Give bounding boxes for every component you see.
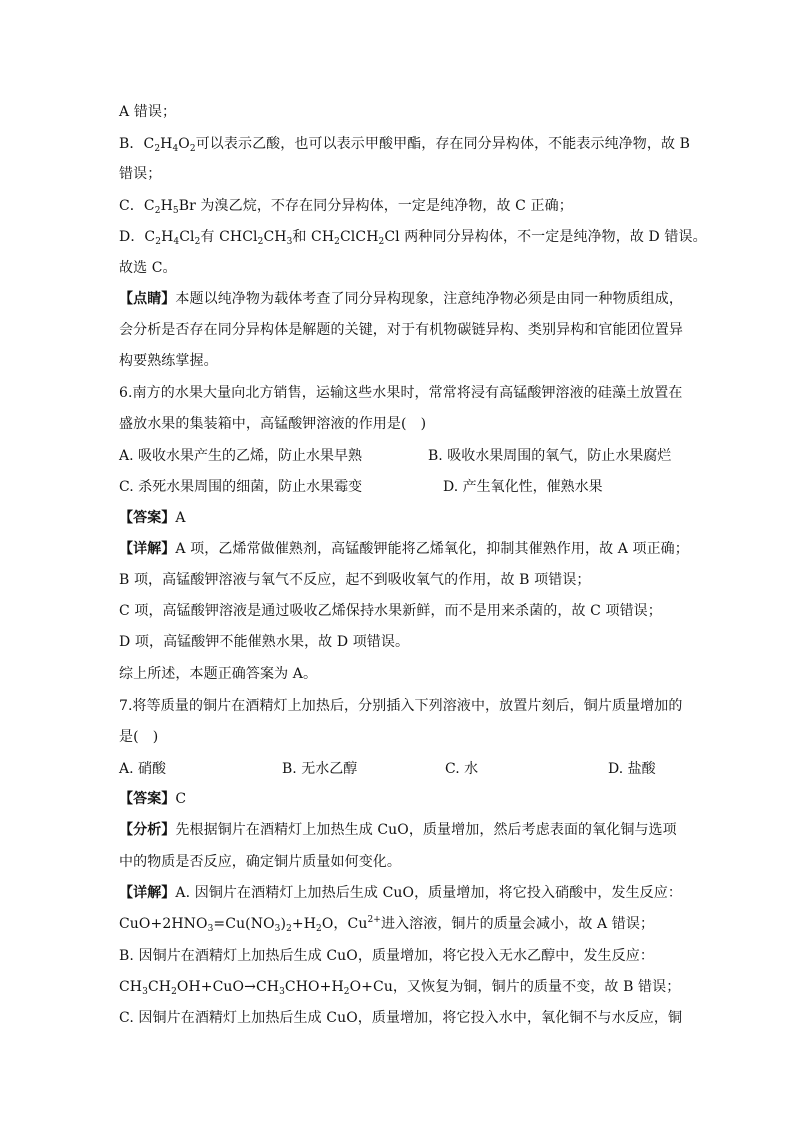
text-line: [119, 1008, 682, 1028]
text: O+Cu，又恢复为铜，铜片的质量不变，故 B 错误；: [349, 979, 681, 995]
text: C: [175, 791, 187, 807]
text: 本题以纯净物为载体考查了同分异构现象，注意纯净物必须是由同一种物质组成，: [175, 291, 684, 307]
text: C．C: [119, 198, 155, 214]
text: 有 CHCl: [200, 229, 258, 245]
text: 先根据铜片在酒精灯上加热生成 CuO，质量增加，然后考虑表面的氧化铜与选项: [175, 822, 677, 838]
text: 进入溶液，铜片的质量会减小，故 A 错误；: [380, 916, 655, 932]
subscript: 2: [378, 237, 385, 247]
subscript: 2: [155, 237, 162, 247]
text: CH: [147, 979, 172, 995]
text-line: [119, 134, 690, 154]
text: CHO+H: [284, 979, 344, 995]
text: B. 无水乙醇: [282, 761, 358, 777]
text: A: [175, 510, 186, 526]
text: CuO+2HNO: [119, 916, 208, 932]
text: =Cu(NO: [213, 916, 275, 932]
subscript: 2: [171, 987, 177, 997]
question-line: [119, 696, 682, 716]
option-b: [282, 759, 357, 779]
subscript: 3: [286, 237, 293, 247]
text-line: [119, 320, 683, 340]
text: 是( ): [119, 729, 159, 745]
text: ClCH: [340, 229, 379, 245]
subscript: 2: [154, 144, 161, 154]
text: 中的物质是否反应，确定铜片质量如何变化。: [119, 854, 401, 870]
text: B. 因铜片在酒精灯上加热后生成 CuO，质量增加，将它投入无水乙醇中，发生反应：: [119, 948, 654, 964]
section-tag: 【点睛】: [119, 291, 176, 307]
question-line: [119, 727, 158, 747]
option-d: [608, 759, 656, 779]
subscript: 2: [316, 924, 322, 934]
text-line: [119, 102, 176, 122]
subscript: 2: [189, 144, 196, 154]
section-tag: 【详解】: [119, 885, 176, 901]
text: 构要熟练掌握。: [119, 353, 218, 369]
text-line: [119, 632, 409, 652]
text-line: [119, 820, 677, 840]
text: C. 因铜片在酒精灯上加热后生成 CuO，质量增加，将它投入水中，氧化铜不与水反应，铜: [119, 1010, 683, 1026]
text-line: [119, 570, 591, 590]
question-line: [119, 383, 682, 403]
text: H: [160, 136, 173, 152]
text: 错误；: [119, 166, 162, 182]
subscript: 3: [274, 924, 281, 934]
text: 会分析是否存在同分异构体是解题的关键，对于有机物碳链异构、类别异构和官能团位置异: [119, 322, 683, 338]
text-line: [119, 539, 689, 559]
text: B. 吸收水果周围的氧气，防止水果腐烂: [428, 448, 672, 464]
text: +H: [291, 916, 317, 932]
text: ): [280, 916, 287, 932]
text-line: [119, 883, 682, 903]
text: D 项，高锰酸钾不能催熟水果，故 D 项错误。: [119, 634, 410, 650]
text: H: [161, 229, 174, 245]
subscript: 3: [207, 924, 214, 934]
text-line: [119, 258, 177, 278]
equation-line: [119, 914, 654, 934]
text: 盛放水果的集装箱中，高锰酸钾溶液的作用是( ): [119, 416, 427, 432]
text: 综上所述，本题正确答案为 A。: [119, 666, 318, 682]
text: A. 吸收水果产生的乙烯，防止水果早熟: [119, 448, 363, 464]
text: D. 盐酸: [608, 761, 656, 777]
text: A 错误；: [119, 104, 177, 120]
text-line: [119, 196, 573, 216]
subscript: 3: [142, 987, 148, 997]
subscript: 4: [173, 237, 180, 247]
text: Cl 两种同分异构体，不一定是纯净物，故 D 错误。: [384, 229, 707, 245]
text-line: [119, 351, 218, 371]
subscript: 5: [172, 206, 179, 216]
text: D．C: [119, 229, 156, 245]
text: 7.将等质量的铜片在酒精灯上加热后，分别插入下列溶液中，放置片刻后，铜片质量增加的: [119, 698, 683, 714]
section-tag: 【分析】: [119, 822, 176, 838]
equation-line: [119, 977, 680, 997]
text: 6.南方的水果大量向北方销售，运输这些水果时，常常将浸有高锰酸钾溶液的硅藻土放置在: [119, 385, 683, 401]
text: CH: [119, 979, 143, 995]
text-line: [119, 852, 401, 872]
text: O，Cu: [321, 916, 368, 932]
question-line: [119, 414, 426, 434]
text-line: [119, 601, 662, 621]
subscript: 2: [334, 237, 340, 247]
section-tag: 【详解】: [119, 541, 176, 557]
text: 可以表示乙酸，也可以表示甲酸甲酯，存在同分异构体，不能表示纯净物，故 B: [195, 136, 691, 152]
text-line: [119, 664, 317, 684]
text: A 项，乙烯常做催熟剂，高锰酸钾能将乙烯氧化，抑制其催熟作用，故 A 项正确；: [175, 541, 689, 557]
option-d: [443, 477, 603, 497]
text: OH+CuO→CH: [176, 979, 280, 995]
text: C. 水: [445, 761, 479, 777]
option-c: [445, 759, 478, 779]
answer-line: [119, 508, 186, 528]
section-tag: 【答案】: [119, 510, 176, 526]
superscript: 2+: [367, 915, 381, 925]
text-line: [119, 289, 683, 309]
subscript: 2: [343, 987, 350, 997]
text: C 项，高锰酸钾溶液是通过吸收乙烯保持水果新鲜，而不是用来杀菌的，故 C 项错误；: [119, 603, 662, 619]
option-a: [119, 446, 362, 466]
subscript: 4: [172, 144, 179, 154]
text: H: [160, 198, 173, 214]
text: O: [178, 136, 190, 152]
subscript: 2: [286, 924, 292, 934]
text: CH: [263, 229, 287, 245]
text-line: [119, 946, 654, 966]
text-line: [119, 227, 707, 247]
text: 故选 C。: [119, 260, 177, 276]
text: C. 杀死水果周围的细菌，防止水果霉变: [119, 479, 363, 495]
section-tag: 【答案】: [119, 791, 176, 807]
text: B．C: [119, 136, 155, 152]
text: 和 CH: [292, 229, 335, 245]
text-line: [119, 164, 161, 184]
subscript: 2: [257, 237, 264, 247]
subscript: 2: [194, 237, 201, 247]
option-b: [428, 446, 671, 466]
text: B 项，高锰酸钾溶液与氧气不反应，起不到吸收氧气的作用，故 B 项错误；: [119, 572, 591, 588]
option-c: [119, 477, 362, 497]
subscript: 2: [154, 206, 161, 216]
text: Cl: [179, 229, 195, 245]
option-a: [119, 759, 166, 779]
text: Br 为溴乙烷，不存在同分异构体，一定是纯净物，故 C 正确；: [178, 198, 573, 214]
text: D. 产生氧化性，催熟水果: [443, 479, 603, 495]
subscript: 3: [279, 987, 285, 997]
text: A. 硝酸: [119, 761, 167, 777]
text: A. 因铜片在酒精灯上加热后生成 CuO，质量增加，将它投入硝酸中，发生反应：: [175, 885, 682, 901]
answer-line: [119, 789, 186, 809]
